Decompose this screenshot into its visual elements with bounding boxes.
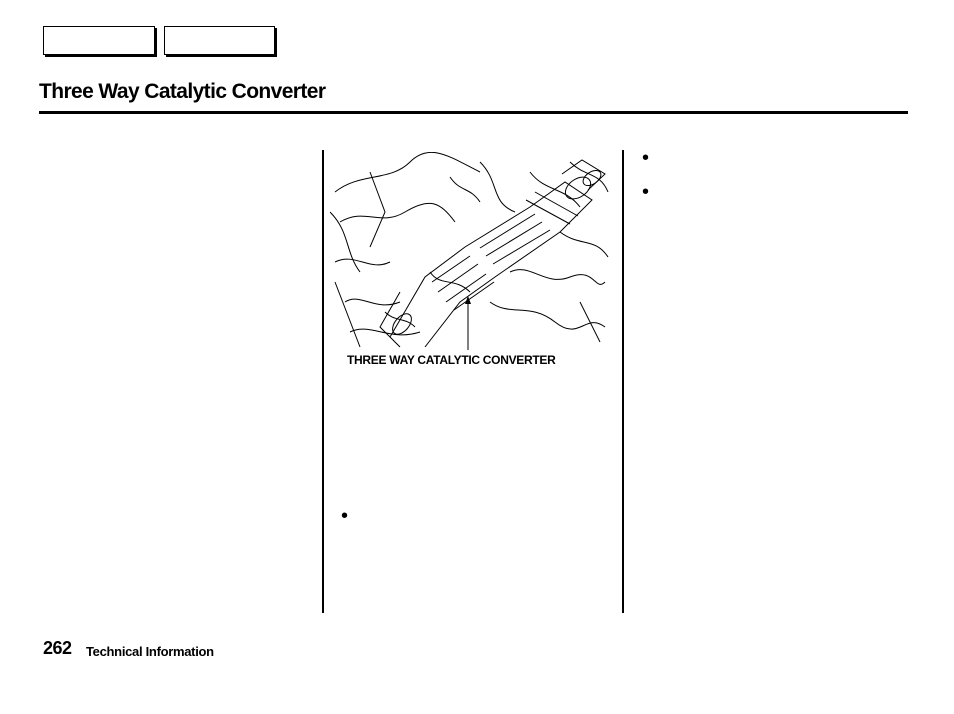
page-number: 262 [43, 638, 72, 658]
figure-caption: THREE WAY CATALYTIC CONVERTER [347, 353, 556, 367]
title-underline [39, 111, 908, 114]
nav-button-next[interactable] [164, 26, 275, 55]
section-name: Technical Information [86, 644, 214, 659]
nav-button-previous[interactable] [43, 26, 155, 55]
page-title: Three Way Catalytic Converter [39, 80, 326, 103]
column-divider-right [622, 150, 624, 613]
bullet-point: • [642, 147, 650, 169]
column-divider-left [322, 150, 324, 613]
bullet-point: • [341, 505, 349, 527]
catalytic-converter-illustration [330, 152, 610, 352]
bullet-point: • [642, 181, 650, 203]
